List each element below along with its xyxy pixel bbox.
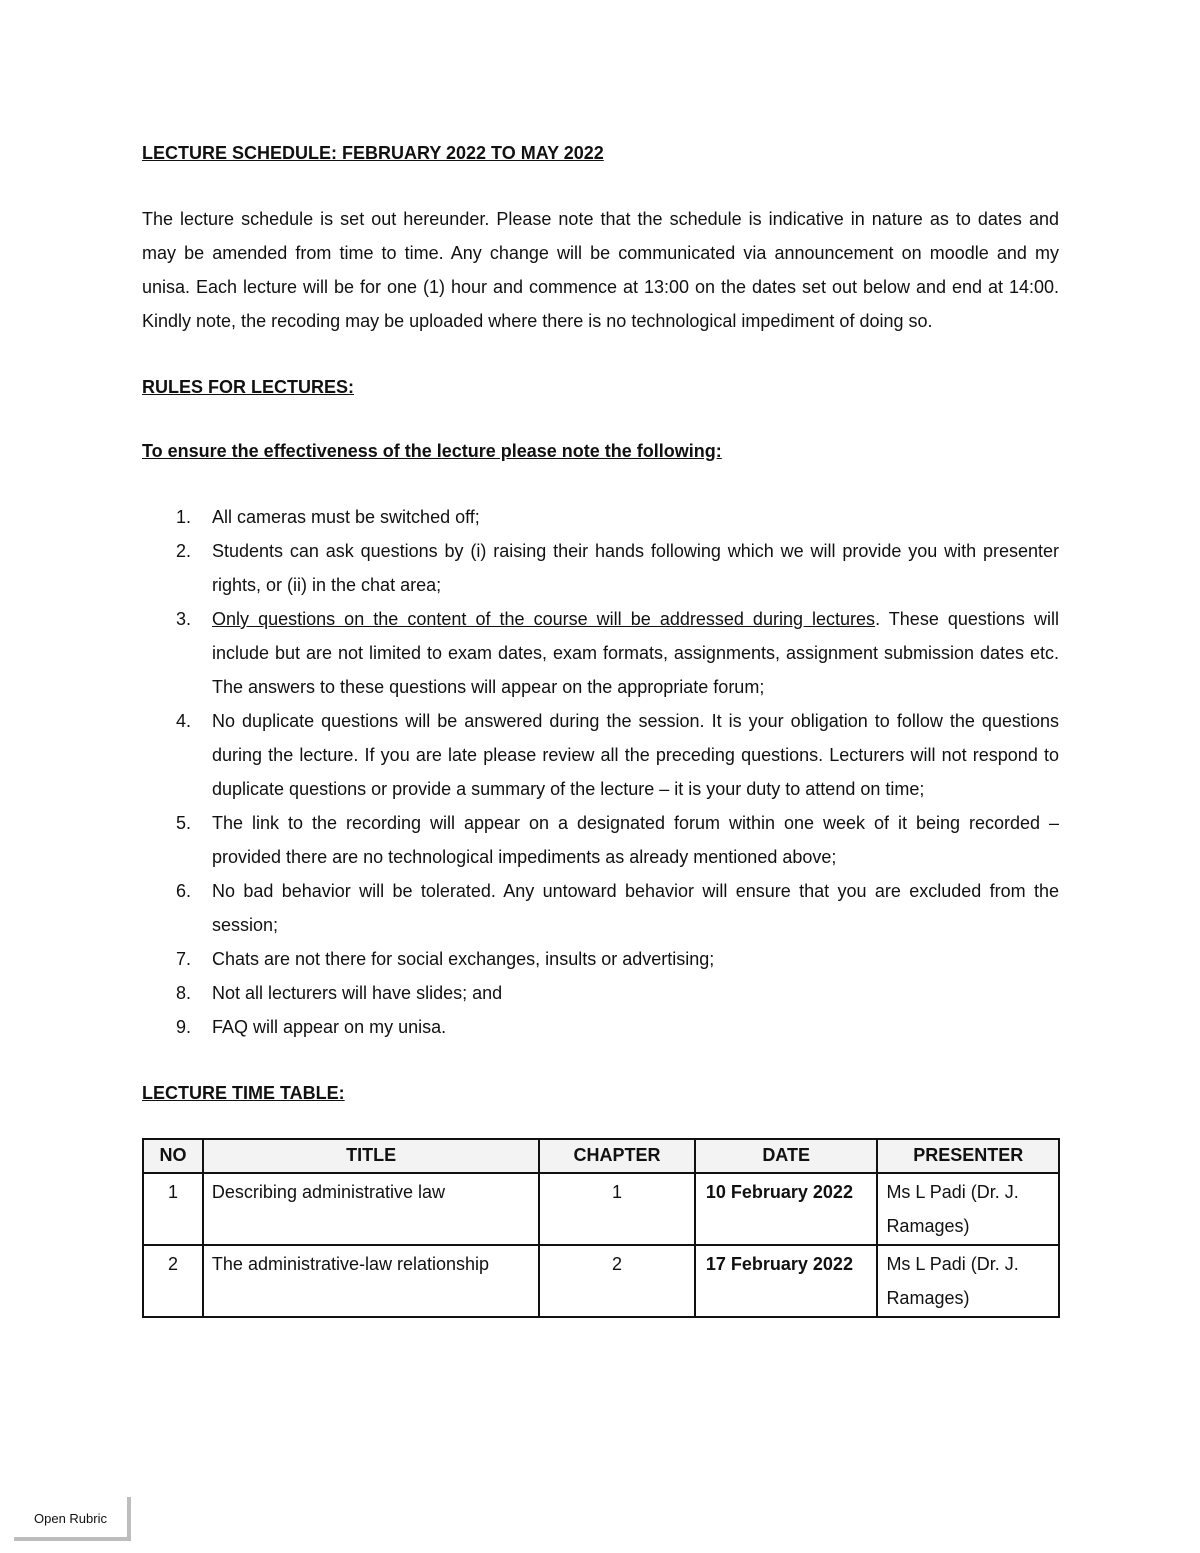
list-item-text: All cameras must be switched off; [212, 507, 480, 527]
list-item-number: 4. [176, 711, 192, 731]
timetable-heading: LECTURE TIME TABLE: [142, 1083, 345, 1103]
table-header-row [143, 1139, 1059, 1173]
cell-chapter: 2 [539, 1245, 695, 1317]
column-header-chapter: CHAPTER [539, 1139, 695, 1173]
list-item [142, 500, 1059, 534]
list-item-text [212, 602, 1059, 704]
list-item-text: No bad behavior will be tolerated. Any untoward behavior will ensure that you are excluded from the session; [212, 881, 1059, 935]
list-item-number: 3. [176, 609, 192, 629]
list-item-text: FAQ will appear on my unisa. [212, 1017, 447, 1037]
cell-date: 10 February 2022 [695, 1173, 878, 1245]
cell-no: 2 [143, 1245, 203, 1317]
list-item-number: 5. [176, 813, 192, 833]
list-item [142, 602, 1059, 704]
rules-list [142, 500, 1059, 1044]
list-item-text: The link to the recording will appear on a designated forum within one week of it being recorded – provided there are no technological impediments as already mentioned above; [212, 813, 1059, 867]
list-item-text-rest: . These questions will include but are not limited to exam dates, exam formats, assignments, assignment submission dates etc. The answers to these questions will appear on the appropriate forum; [212, 609, 1059, 697]
open-rubric-button[interactable]: Open Rubric [14, 1497, 131, 1541]
list-item-text: Chats are not there for social exchanges, insults or advertising; [212, 949, 715, 969]
table-row [143, 1173, 1059, 1245]
list-item [142, 976, 1059, 1010]
cell-chapter: 1 [539, 1173, 695, 1245]
list-item-number: 2. [176, 541, 192, 561]
list-item-number: 7. [176, 949, 192, 969]
column-header-presenter: PRESENTER [877, 1139, 1059, 1173]
list-item [142, 874, 1059, 942]
list-item [142, 942, 1059, 976]
document-page [142, 138, 1059, 1318]
page-title: LECTURE SCHEDULE: FEBRUARY 2022 TO MAY 2022 [142, 143, 604, 163]
list-item-number: 1. [176, 507, 192, 527]
cell-date: 17 February 2022 [695, 1245, 878, 1317]
column-header-no: NO [143, 1139, 203, 1173]
list-item-number: 9. [176, 1017, 192, 1037]
cell-no: 1 [143, 1173, 203, 1245]
lecture-timetable [142, 1138, 1060, 1318]
list-item-number: 6. [176, 881, 192, 901]
list-item-text: No duplicate questions will be answered during the session. It is your obligation to follow the questions during the lecture. If you are late please review all the preceding questions. Lecturers will not respond to duplicate questions or provide a summary of the lecture – it is your duty to attend on time; [212, 711, 1059, 799]
list-item [142, 534, 1059, 602]
intro-paragraph: The lecture schedule is set out hereunder. Please note that the schedule is indicative in nature as to dates and may be amended from time to time. Any change will be communicated via announcement on moodle and my unisa. Each lecture will be for one (1) hour and commence at 13:00 on the dates set out below and end at 14:00. Kindly note, the recoding may be uploaded where there is no technological impediment of doing so. [142, 209, 1059, 331]
underlined-text: Only questions on the content of the course will be addressed during lectures [212, 609, 876, 629]
cell-presenter: Ms L Padi (Dr. J. Ramages) [877, 1245, 1059, 1317]
cell-presenter: Ms L Padi (Dr. J. Ramages) [877, 1173, 1059, 1245]
rules-heading: RULES FOR LECTURES: [142, 377, 355, 397]
rules-subheading: To ensure the effectiveness of the lecture please note the following: [142, 441, 722, 461]
table-row [143, 1245, 1059, 1317]
list-item-text: Students can ask questions by (i) raising their hands following which we will provide you with presenter rights, or (ii) in the chat area; [212, 541, 1059, 595]
list-item [142, 806, 1059, 874]
list-item-text: Not all lecturers will have slides; and [212, 983, 503, 1003]
column-header-date: DATE [695, 1139, 878, 1173]
cell-title: Describing administrative law [203, 1173, 539, 1245]
cell-title: The administrative-law relationship [203, 1245, 539, 1317]
column-header-title: TITLE [203, 1139, 539, 1173]
list-item [142, 1010, 1059, 1044]
list-item [142, 704, 1059, 806]
list-item-number: 8. [176, 983, 192, 1003]
